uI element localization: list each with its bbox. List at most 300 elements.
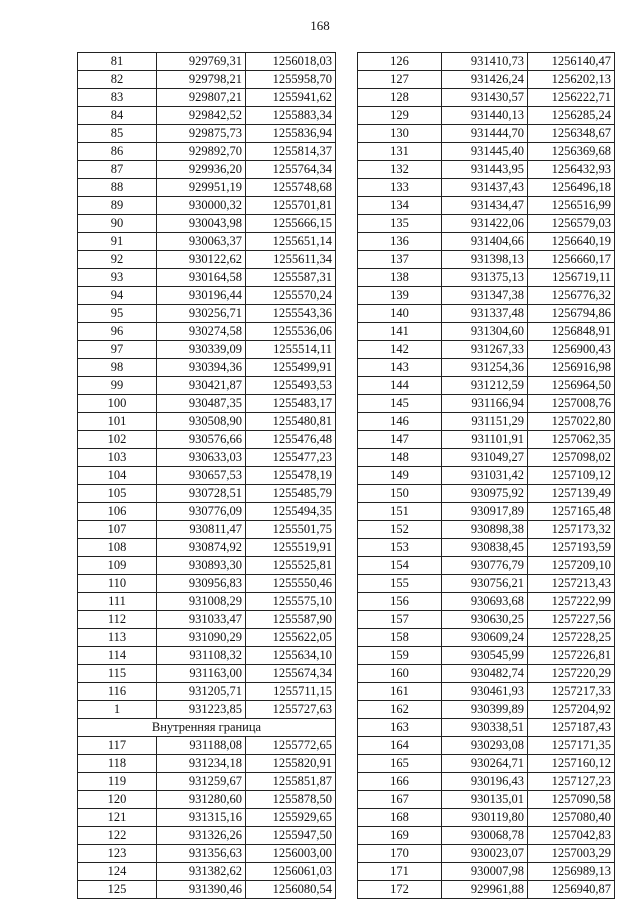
y-coordinate: 1257008,76 <box>528 395 615 413</box>
y-coordinate: 1256432,93 <box>528 161 615 179</box>
table-row <box>78 233 336 251</box>
x-coordinate: 931410,73 <box>442 53 528 71</box>
x-coordinate: 931259,67 <box>157 773 246 791</box>
y-coordinate: 1255622,05 <box>246 629 336 647</box>
x-coordinate: 929807,21 <box>157 89 246 107</box>
y-coordinate: 1255941,62 <box>246 89 336 107</box>
table-row <box>78 467 336 485</box>
point-number: 128 <box>358 89 442 107</box>
point-number: 132 <box>358 161 442 179</box>
y-coordinate: 1256496,18 <box>528 179 615 197</box>
y-coordinate: 1255476,48 <box>246 431 336 449</box>
y-coordinate: 1255711,15 <box>246 683 336 701</box>
x-coordinate: 930487,35 <box>157 395 246 413</box>
y-coordinate: 1255666,15 <box>246 215 336 233</box>
x-coordinate: 931254,36 <box>442 359 528 377</box>
x-coordinate: 931267,33 <box>442 341 528 359</box>
point-number: 87 <box>78 161 157 179</box>
table-row <box>78 71 336 89</box>
point-number: 123 <box>78 845 157 863</box>
x-coordinate: 930399,89 <box>442 701 528 719</box>
point-number: 100 <box>78 395 157 413</box>
y-coordinate: 1255764,34 <box>246 161 336 179</box>
table-row <box>358 413 615 431</box>
y-coordinate: 1255575,10 <box>246 593 336 611</box>
table-row <box>78 827 336 845</box>
table-row <box>358 233 615 251</box>
table-row <box>358 521 615 539</box>
table-row <box>78 107 336 125</box>
x-coordinate: 931440,13 <box>442 107 528 125</box>
table-row <box>358 575 615 593</box>
x-coordinate: 931375,13 <box>442 269 528 287</box>
x-coordinate: 931430,57 <box>442 89 528 107</box>
table-row <box>78 647 336 665</box>
point-number: 150 <box>358 485 442 503</box>
table-row <box>78 449 336 467</box>
point-number: 108 <box>78 539 157 557</box>
y-coordinate: 1257127,23 <box>528 773 615 791</box>
x-coordinate: 930917,89 <box>442 503 528 521</box>
x-coordinate: 930196,44 <box>157 287 246 305</box>
point-number: 139 <box>358 287 442 305</box>
point-number: 96 <box>78 323 157 341</box>
table-row <box>78 503 336 521</box>
point-number: 136 <box>358 233 442 251</box>
y-coordinate: 1257226,81 <box>528 647 615 665</box>
y-coordinate: 1257220,29 <box>528 665 615 683</box>
x-coordinate: 931090,29 <box>157 629 246 647</box>
point-number: 91 <box>78 233 157 251</box>
x-coordinate: 931008,29 <box>157 593 246 611</box>
point-number: 165 <box>358 755 442 773</box>
table-row <box>358 467 615 485</box>
table-row <box>358 503 615 521</box>
table-row <box>78 89 336 107</box>
y-coordinate: 1255485,79 <box>246 485 336 503</box>
point-number: 82 <box>78 71 157 89</box>
table-row <box>358 449 615 467</box>
table-row <box>78 557 336 575</box>
table-row <box>358 197 615 215</box>
x-coordinate: 930461,93 <box>442 683 528 701</box>
y-coordinate: 1257139,49 <box>528 485 615 503</box>
x-coordinate: 931382,62 <box>157 863 246 881</box>
point-number: 117 <box>78 737 157 755</box>
point-number: 94 <box>78 287 157 305</box>
table-row <box>358 701 615 719</box>
x-coordinate: 930874,92 <box>157 539 246 557</box>
table-row <box>78 179 336 197</box>
y-coordinate: 1256140,47 <box>528 53 615 71</box>
y-coordinate: 1256940,87 <box>528 881 615 899</box>
y-coordinate: 1257042,83 <box>528 827 615 845</box>
point-number: 126 <box>358 53 442 71</box>
x-coordinate: 930000,32 <box>157 197 246 215</box>
point-number: 110 <box>78 575 157 593</box>
x-coordinate: 931404,66 <box>442 233 528 251</box>
point-number: 81 <box>78 53 157 71</box>
x-coordinate: 931223,85 <box>157 701 246 719</box>
x-coordinate: 930728,51 <box>157 485 246 503</box>
y-coordinate: 1257193,59 <box>528 539 615 557</box>
y-coordinate: 1255611,34 <box>246 251 336 269</box>
point-number: 143 <box>358 359 442 377</box>
y-coordinate: 1257187,43 <box>528 719 615 737</box>
table-row <box>78 197 336 215</box>
point-number: 158 <box>358 629 442 647</box>
y-coordinate: 1256222,71 <box>528 89 615 107</box>
x-coordinate: 930339,09 <box>157 341 246 359</box>
x-coordinate: 930421,87 <box>157 377 246 395</box>
x-coordinate: 931422,06 <box>442 215 528 233</box>
point-number: 152 <box>358 521 442 539</box>
point-number: 154 <box>358 557 442 575</box>
table-row <box>78 575 336 593</box>
point-number: 156 <box>358 593 442 611</box>
y-coordinate: 1255634,10 <box>246 647 336 665</box>
table-row <box>358 323 615 341</box>
y-coordinate: 1255550,46 <box>246 575 336 593</box>
x-coordinate: 930633,03 <box>157 449 246 467</box>
x-coordinate: 931445,40 <box>442 143 528 161</box>
y-coordinate: 1255958,70 <box>246 71 336 89</box>
table-row <box>78 251 336 269</box>
table-body <box>358 53 615 899</box>
table-body <box>78 53 336 899</box>
x-coordinate: 931234,18 <box>157 755 246 773</box>
table-row <box>358 647 615 665</box>
y-coordinate: 1256776,32 <box>528 287 615 305</box>
x-coordinate: 929875,73 <box>157 125 246 143</box>
y-coordinate: 1257227,56 <box>528 611 615 629</box>
x-coordinate: 931337,48 <box>442 305 528 323</box>
table-row <box>78 377 336 395</box>
table-row <box>358 809 615 827</box>
point-number: 161 <box>358 683 442 701</box>
point-number: 164 <box>358 737 442 755</box>
y-coordinate: 1255947,50 <box>246 827 336 845</box>
table-row <box>358 179 615 197</box>
table-row <box>78 215 336 233</box>
x-coordinate: 929951,19 <box>157 179 246 197</box>
point-number: 83 <box>78 89 157 107</box>
table-row <box>78 665 336 683</box>
point-number: 105 <box>78 485 157 503</box>
table-row <box>358 251 615 269</box>
y-coordinate: 1255651,14 <box>246 233 336 251</box>
point-number: 86 <box>78 143 157 161</box>
y-coordinate: 1257213,43 <box>528 575 615 593</box>
point-number: 155 <box>358 575 442 593</box>
x-coordinate: 930893,30 <box>157 557 246 575</box>
y-coordinate: 1257222,99 <box>528 593 615 611</box>
table-row <box>358 341 615 359</box>
x-coordinate: 931437,43 <box>442 179 528 197</box>
point-number: 169 <box>358 827 442 845</box>
y-coordinate: 1255772,65 <box>246 737 336 755</box>
table-row <box>358 305 615 323</box>
table-row <box>78 305 336 323</box>
table-row <box>78 431 336 449</box>
y-coordinate: 1255883,34 <box>246 107 336 125</box>
x-coordinate: 931031,42 <box>442 467 528 485</box>
x-coordinate: 931398,13 <box>442 251 528 269</box>
point-number: 98 <box>78 359 157 377</box>
table-row <box>78 125 336 143</box>
y-coordinate: 1256989,13 <box>528 863 615 881</box>
x-coordinate: 930657,53 <box>157 467 246 485</box>
point-number: 111 <box>78 593 157 611</box>
table-row <box>78 359 336 377</box>
table-row <box>358 287 615 305</box>
y-coordinate: 1255820,91 <box>246 755 336 773</box>
x-coordinate: 930508,90 <box>157 413 246 431</box>
point-number: 125 <box>78 881 157 899</box>
table-row <box>78 485 336 503</box>
table-row <box>78 323 336 341</box>
table-row <box>78 773 336 791</box>
x-coordinate: 930023,07 <box>442 845 528 863</box>
point-number: 147 <box>358 431 442 449</box>
y-coordinate: 1257022,80 <box>528 413 615 431</box>
point-number: 106 <box>78 503 157 521</box>
point-number: 168 <box>358 809 442 827</box>
table-row <box>358 359 615 377</box>
point-number: 166 <box>358 773 442 791</box>
y-coordinate: 1255514,11 <box>246 341 336 359</box>
y-coordinate: 1257109,12 <box>528 467 615 485</box>
coordinates-table-left <box>77 52 336 899</box>
x-coordinate: 931188,08 <box>157 737 246 755</box>
y-coordinate: 1255499,91 <box>246 359 336 377</box>
y-coordinate: 1255493,53 <box>246 377 336 395</box>
coordinates-table-right <box>357 52 615 899</box>
x-coordinate: 930776,09 <box>157 503 246 521</box>
point-number: 85 <box>78 125 157 143</box>
table-row <box>78 593 336 611</box>
y-coordinate: 1257165,48 <box>528 503 615 521</box>
y-coordinate: 1256640,19 <box>528 233 615 251</box>
x-coordinate: 930119,80 <box>442 809 528 827</box>
point-number: 138 <box>358 269 442 287</box>
y-coordinate: 1256916,98 <box>528 359 615 377</box>
point-number: 101 <box>78 413 157 431</box>
table-row <box>358 539 615 557</box>
point-number: 146 <box>358 413 442 431</box>
y-coordinate: 1255543,36 <box>246 305 336 323</box>
table-row <box>358 89 615 107</box>
table-row <box>358 557 615 575</box>
table-row <box>78 755 336 773</box>
point-number: 137 <box>358 251 442 269</box>
y-coordinate: 1255536,06 <box>246 323 336 341</box>
x-coordinate: 931304,60 <box>442 323 528 341</box>
point-number: 113 <box>78 629 157 647</box>
table-row <box>358 719 615 737</box>
x-coordinate: 929798,21 <box>157 71 246 89</box>
table-row <box>358 683 615 701</box>
table-row <box>358 53 615 71</box>
point-number: 122 <box>78 827 157 845</box>
y-coordinate: 1255570,24 <box>246 287 336 305</box>
table-row <box>358 269 615 287</box>
y-coordinate: 1257003,29 <box>528 845 615 863</box>
table-row <box>78 161 336 179</box>
y-coordinate: 1255519,91 <box>246 539 336 557</box>
y-coordinate: 1257098,02 <box>528 449 615 467</box>
x-coordinate: 930609,24 <box>442 629 528 647</box>
y-coordinate: 1255587,31 <box>246 269 336 287</box>
y-coordinate: 1255929,65 <box>246 809 336 827</box>
y-coordinate: 1255480,81 <box>246 413 336 431</box>
x-coordinate: 930164,58 <box>157 269 246 287</box>
x-coordinate: 929769,31 <box>157 53 246 71</box>
point-number: 84 <box>78 107 157 125</box>
table-row <box>358 593 615 611</box>
x-coordinate: 931049,27 <box>442 449 528 467</box>
y-coordinate: 1255727,63 <box>246 701 336 719</box>
x-coordinate: 931390,46 <box>157 881 246 899</box>
y-coordinate: 1255587,90 <box>246 611 336 629</box>
y-coordinate: 1256579,03 <box>528 215 615 233</box>
y-coordinate: 1257171,35 <box>528 737 615 755</box>
x-coordinate: 930811,47 <box>157 521 246 539</box>
y-coordinate: 1257228,25 <box>528 629 615 647</box>
point-number: 153 <box>358 539 442 557</box>
table-row <box>78 863 336 881</box>
x-coordinate: 930838,45 <box>442 539 528 557</box>
table-row <box>358 863 615 881</box>
table-row <box>78 413 336 431</box>
x-coordinate: 930068,78 <box>442 827 528 845</box>
y-coordinate: 1256018,03 <box>246 53 336 71</box>
point-number: 141 <box>358 323 442 341</box>
y-coordinate: 1257090,58 <box>528 791 615 809</box>
table-row <box>358 485 615 503</box>
point-number: 131 <box>358 143 442 161</box>
point-number: 114 <box>78 647 157 665</box>
table-row <box>78 809 336 827</box>
x-coordinate: 930122,62 <box>157 251 246 269</box>
point-number: 133 <box>358 179 442 197</box>
y-coordinate: 1255501,75 <box>246 521 336 539</box>
table-row <box>358 755 615 773</box>
y-coordinate: 1255494,35 <box>246 503 336 521</box>
x-coordinate: 930975,92 <box>442 485 528 503</box>
point-number: 102 <box>78 431 157 449</box>
point-number: 142 <box>358 341 442 359</box>
point-number: 127 <box>358 71 442 89</box>
point-number: 172 <box>358 881 442 899</box>
x-coordinate: 930956,83 <box>157 575 246 593</box>
page-number: 168 <box>310 18 330 33</box>
y-coordinate: 1256516,99 <box>528 197 615 215</box>
y-coordinate: 1255674,34 <box>246 665 336 683</box>
x-coordinate: 931205,71 <box>157 683 246 701</box>
table-row <box>78 611 336 629</box>
point-number: 118 <box>78 755 157 773</box>
y-coordinate: 1257173,32 <box>528 521 615 539</box>
x-coordinate: 931315,16 <box>157 809 246 827</box>
x-coordinate: 930545,99 <box>442 647 528 665</box>
point-number: 129 <box>358 107 442 125</box>
point-number: 151 <box>358 503 442 521</box>
table-row <box>358 881 615 899</box>
y-coordinate: 1255748,68 <box>246 179 336 197</box>
table-row <box>358 215 615 233</box>
table-row <box>358 827 615 845</box>
x-coordinate: 931434,47 <box>442 197 528 215</box>
x-coordinate: 929892,70 <box>157 143 246 161</box>
point-number: 145 <box>358 395 442 413</box>
y-coordinate: 1257062,35 <box>528 431 615 449</box>
table-row <box>78 269 336 287</box>
table-row <box>358 845 615 863</box>
table-row <box>358 143 615 161</box>
x-coordinate: 931356,63 <box>157 845 246 863</box>
y-coordinate: 1257080,40 <box>528 809 615 827</box>
point-number: 120 <box>78 791 157 809</box>
table-row <box>78 395 336 413</box>
table-row <box>78 521 336 539</box>
y-coordinate: 1255814,37 <box>246 143 336 161</box>
point-number: 95 <box>78 305 157 323</box>
x-coordinate: 930693,68 <box>442 593 528 611</box>
y-coordinate: 1256080,54 <box>246 881 336 899</box>
x-coordinate: 930394,36 <box>157 359 246 377</box>
y-coordinate: 1256719,11 <box>528 269 615 287</box>
point-number: 103 <box>78 449 157 467</box>
table-row <box>78 143 336 161</box>
x-coordinate: 931101,91 <box>442 431 528 449</box>
point-number: 149 <box>358 467 442 485</box>
table-row <box>78 287 336 305</box>
y-coordinate: 1257204,92 <box>528 701 615 719</box>
x-coordinate: 931033,47 <box>157 611 246 629</box>
point-number: 163 <box>358 719 442 737</box>
y-coordinate: 1255836,94 <box>246 125 336 143</box>
x-coordinate: 931212,59 <box>442 377 528 395</box>
y-coordinate: 1256285,24 <box>528 107 615 125</box>
point-number: 171 <box>358 863 442 881</box>
x-coordinate: 931280,60 <box>157 791 246 809</box>
x-coordinate: 931151,29 <box>442 413 528 431</box>
y-coordinate: 1255525,81 <box>246 557 336 575</box>
section-label: Внутренняя граница <box>78 719 336 737</box>
x-coordinate: 930898,38 <box>442 521 528 539</box>
point-number: 112 <box>78 611 157 629</box>
table-row <box>78 539 336 557</box>
x-coordinate: 929936,20 <box>157 161 246 179</box>
point-number: 1 <box>78 701 157 719</box>
point-number: 167 <box>358 791 442 809</box>
point-number: 119 <box>78 773 157 791</box>
table-row <box>78 737 336 755</box>
table-row <box>358 431 615 449</box>
y-coordinate: 1255878,50 <box>246 791 336 809</box>
point-number: 160 <box>358 665 442 683</box>
table-row <box>358 791 615 809</box>
y-coordinate: 1256003,00 <box>246 845 336 863</box>
table-row <box>358 629 615 647</box>
x-coordinate: 930482,74 <box>442 665 528 683</box>
table-row <box>78 683 336 701</box>
x-coordinate: 930256,71 <box>157 305 246 323</box>
point-number: 97 <box>78 341 157 359</box>
point-number: 115 <box>78 665 157 683</box>
x-coordinate: 930576,66 <box>157 431 246 449</box>
